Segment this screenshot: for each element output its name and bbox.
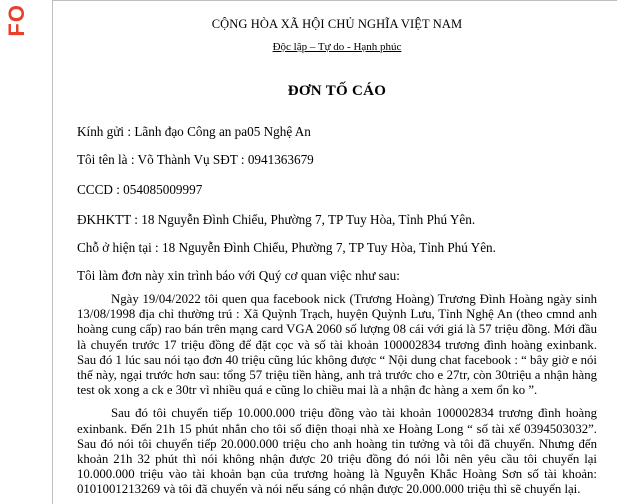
intro-line: Tôi làm đơn này xin trình báo với Quý cơ quan việc như sau: — [77, 268, 400, 283]
paragraph-1: Ngày 19/04/2022 tôi quen qua facebook nick (Trương Hoàng) Trương Đình Hoàng ngày sinh 13/08/1998 địa chỉ thường trú : Xã Quỳnh Trạch, huyện Quỳnh Lưu, Tỉnh Nghệ An (theo cmnd anh hoàng cung cấp) rao bán trên mạng card VGA 2060 số lượng 08 cái với giá là 57 triệu đồng. Mới đầu là chuyển trước 17 triệu đồng để đặt cọc và số tài khoản 100002834 trương đình hoàng exinbank. Sau đó 1 lúc sau nói tạo đơn 40 triệu cũng lúc không được “ Nội dung chat facebook : “ bây giờ e nói thế này, ngại trước hơn sau: tổng 57 triệu tiền hàng, anh trả trước cho e 27tr, còn 30triệu a nhận hàng test ok xong a ck e 30tr vì nhiều quá e cũng lo chiều mai là a nhận đc hàng a xem ổn ko ”. — [77, 292, 597, 398]
edge-label: FO — [4, 4, 29, 37]
document-content — [77, 13, 597, 498]
residence-line: ĐKHKTT : 18 Nguyễn Đình Chiểu, Phường 7, TP Tuy Hòa, Tỉnh Phú Yên. — [77, 212, 476, 227]
document-title: ĐƠN TỐ CÁO — [287, 83, 387, 99]
id-line: CCCD : 054085009997 — [77, 182, 203, 197]
motto — [77, 41, 597, 53]
document-page — [52, 0, 617, 504]
name-line: Tôi tên là : Võ Thành Vụ SĐT : 0941363679 — [77, 152, 314, 167]
national-title: CỘNG HÒA XÃ HỘI CHỦ NGHĨA VIỆT NAM — [211, 17, 463, 31]
motto-text: Độc lập – Tự do - Hạnh phúc — [272, 41, 402, 53]
recipient-line: Kính gửi : Lãnh đạo Công an pa05 Nghệ An — [77, 124, 311, 139]
current-address-line: Chỗ ở hiện tại : 18 Nguyễn Đình Chiểu, Phường 7, TP Tuy Hòa, Tỉnh Phú Yên. — [77, 240, 496, 255]
left-edge-strip — [0, 0, 30, 503]
paragraph-2: Sau đó tôi chuyển tiếp 10.000.000 triệu đồng vào tài khoản 100002834 trương đình hoàng exinbank. Đến 21h 15 phút nhắn cho tôi số điện thoại nhà xe Hoàng Long “ số tài xế 0394503032”. Sau đó nói tôi chuyển tiếp 20.000.000 triệu cho anh hoàng tin tưởng và tôi đã chuyển. Nhưng đến khoản 21h 32 phút thì nói không nhận được 20 triệu đồng đó nói lỗi nên yêu cầu tôi chuyển lại 10.000.000 triệu vào tài khoản bạn của trương hoàng là Nguyễn Khắc Hoàng Sơn số tài khoản: 0101001213269 và tôi đã chuyển và nói nếu sáng có nhận được 20.000.000 triệu thì sẽ chuyển lại. — [77, 406, 597, 497]
